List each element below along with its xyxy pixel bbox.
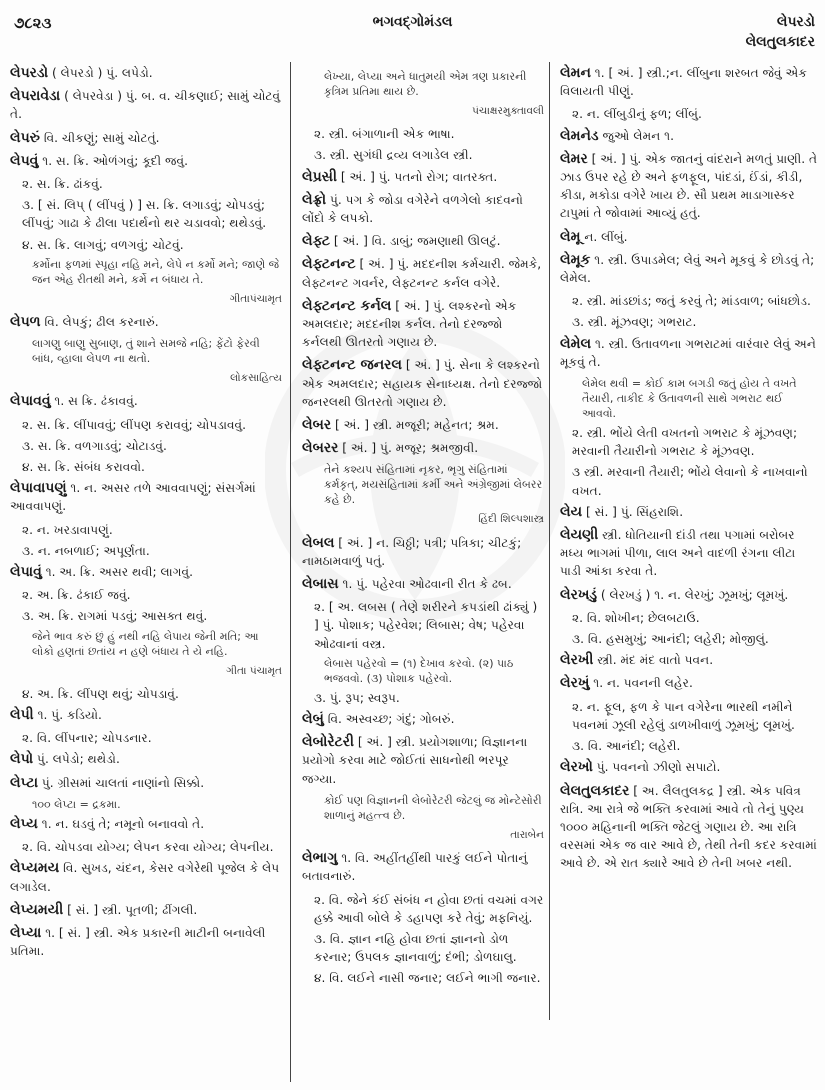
headword: લેબલ — [302, 534, 335, 551]
dictionary-entry — [10, 64, 282, 82]
sense: ૪. સ. ક્રિ. સંબંધ કરાવવો. — [22, 460, 145, 475]
headword: લેપળ — [10, 314, 41, 331]
headword: લેયણી — [560, 527, 599, 544]
dictionary-entry — [560, 335, 818, 371]
definition: [ અં. ] ન. ચિઠ્ઠી; પત્રી; પત્રિકા; ચીટકું; નામઠામવાળું પતું. — [302, 535, 522, 568]
book-title: ભગવદ્ગોમંડલ — [372, 14, 453, 30]
headword: લેરખો — [560, 759, 593, 776]
definition: ૧. સ ક્રિ. ઢંકાવવું. — [54, 394, 138, 409]
headword: લેપાવું — [10, 564, 42, 581]
dictionary-entry — [10, 706, 282, 724]
sense: ૨. ન. ખરડાવાપણું. — [22, 522, 113, 537]
citation-source: પંચાક્ષરમુક્તાવલી — [472, 105, 544, 117]
headword: લેફ્ટનન્ટ જનરલ — [302, 357, 402, 374]
dictionary-entry — [560, 150, 818, 223]
dictionary-entry — [10, 152, 282, 170]
dictionary-entry — [302, 534, 544, 570]
dictionary-entry — [560, 64, 818, 100]
headword: લેમૂક — [560, 251, 591, 268]
definition: જુઓ લેમન ૧. — [602, 128, 674, 143]
sense: ૩. ન. નબળાઈ; અપૂર્ણતા. — [22, 543, 150, 558]
sense: ૨. ન. ફૂલ, ફળ કે પાન વગેરેના ભારથી નમીને પવનમાં ઝૂલી રહેલું ડાળખીવાળું ઝૂમખું; લૂમખું. — [572, 699, 795, 732]
headword: લેપો — [10, 751, 34, 768]
sense: ૪. વિ. લઈને નાસી જનાર; લઈને ભાગી જનાર. — [314, 971, 541, 986]
citation-source: લોકસાહિત્ય — [230, 372, 282, 385]
definition: વિ. ચીકણું; સામું ચોટતું. — [43, 130, 160, 145]
citation-quote: લેબાસ પહેરવો = (૧) દેખાવ કરવો. (૨) પાઠ ભજવવો. (૩) પોશાક પહેરવો. — [324, 656, 514, 685]
sense: ૨. ન. લીંબુડીનું ફળ; લીંબું. — [572, 107, 702, 122]
definition: [ અં. ] સ્ત્રી. પ્રયોગશાળા; વિજ્ઞાનના પ્રયોગો કરવા માટે જોઈતાં સાધનોથી ભરપૂર જગ્યા. — [302, 735, 528, 786]
definition: ૧. અ. ક્રિ. અસર થવી; લાગવું. — [45, 565, 194, 580]
dictionary-entry — [302, 255, 544, 291]
citation-quote: તેને કશ્યપ સંહિતામાં નૃકર, ભૃગુ સંહિતામાં કર્મકૃત્, મયસંહિતામાં કર્મી અને અંગ્રેજીમાં લેબરર કહે છે. — [324, 463, 543, 507]
dictionary-entry — [302, 710, 544, 728]
definition: [ અં. ] પું. લશ્કરનો એક અમલદાર; મદદનીશ કર્નલ. તેનો દરજ્જો કર્નલથી ઊતરતો ગણાય છે. — [302, 298, 517, 350]
headword: લેપ્ય — [10, 815, 38, 832]
dictionary-entry — [10, 313, 282, 331]
definition: [ અં. ] પું. મદદનીશ કર્મચારી. જેમકે, લેફ્ટનન્ટ ગવર્નર, લેફ્ટનન્ટ કર્નલ વગેરે. — [302, 257, 542, 290]
sense: ૩. વિ. હસમુખું; આનંદી; લહેરી; મોજીલું. — [572, 632, 769, 647]
headword: લેપરું — [10, 129, 40, 146]
dictionary-entry — [560, 127, 818, 145]
dictionary-entry — [302, 416, 544, 434]
sense: ૪. સ. ક્રિ. લાગવું; વળગવું; ચોટવું. — [22, 237, 184, 252]
definition: વિ. લેપકું; ઢીલ કરનારું. — [44, 315, 159, 330]
dictionary-entry — [10, 392, 282, 410]
column-divider — [549, 62, 550, 1020]
sense: ૨. વિ. શોખીન; છેલબટાઉ. — [572, 610, 700, 625]
column-1 — [10, 64, 282, 965]
headword: લેય — [560, 503, 583, 520]
page-number: ૭૮૨૩ — [14, 14, 52, 32]
definition: વિ. અસ્વચ્છ; ગંદું; ગોબરું. — [327, 712, 455, 727]
headword: લેબાસ — [302, 576, 339, 593]
definition: ૧. સ. ક્રિ. ઓળંગવું; કૂદી જવું. — [42, 153, 188, 168]
sense: ૩. સ. ક્રિ. વળગાડવું; ચોટાડવું. — [22, 438, 167, 453]
definition: [ અં. ] વિ. ડાબું; જમણાથી ઊલટું. — [333, 234, 501, 249]
dictionary-entry — [302, 733, 544, 788]
guide-word-last: લેલતુલકાદર — [745, 34, 815, 50]
headword: લેપ્ટા — [10, 774, 38, 791]
definition: ૧. સ્ત્રી. ઉપાડમેલ; લેવું અને મૂકવું કે છોડવું તે; લેમેલ. — [560, 252, 815, 286]
dictionary-entry — [10, 774, 282, 792]
citation-source: ગીતા પંચામૃત — [226, 664, 282, 677]
headword: લેરખી — [560, 652, 594, 669]
definition: [ અં. ] સ્ત્રી. મજૂરી; મહેનત; શ્રમ. — [334, 418, 499, 433]
headword: લેપ્યમયી — [10, 901, 64, 918]
dictionary-entry — [10, 87, 282, 123]
definition: વિ. સુખડ, ચંદન, કેસર વગેરેથી પૂજેલ કે લેપ લગાડેલ. — [10, 861, 280, 894]
dictionary-entry — [560, 251, 818, 287]
usage-note: ૧૦૦ લેપ્ટા = દ્રકમા. — [32, 797, 121, 811]
definition: સ્ત્રી. ધોતિયાની દાંડી તથા પગામાં બરોબર મધ્ય ભાગમાં પીળા, લાલ અને વાદળી રંગના લીટા પાડી આંકા કરવા તે. — [560, 528, 796, 579]
dictionary-entry — [302, 356, 544, 411]
headword: લેફ્ટનન્ટ — [302, 256, 356, 273]
sense: ૨. વિ. ચોપડવા યોગ્ય; લેપન કરવા યોગ્ય; લેપનીય. — [22, 840, 274, 855]
sense: ૨. અ. ક્રિ. ઢંકાઈ જવું. — [22, 588, 131, 603]
dictionary-entry — [302, 575, 544, 593]
headword: લેબોરેટરી — [302, 734, 354, 751]
definition: ૧. પું. કડિયો. — [37, 708, 102, 723]
definition: ૧. પું. પહેરવા ઓઢવાની રીત કે ઢબ. — [342, 577, 512, 592]
dictionary-entry — [560, 228, 818, 246]
citation-quote: જેને ભાવ કરું છું હું નથી નહિ લેપાય જેની મતિ; આ લોકો હણતાં છતાંય ન હણે બંધાય તે યે નહિ. — [32, 629, 259, 658]
dictionary-entry — [560, 526, 818, 581]
dictionary-entry — [302, 232, 544, 250]
headword: લેભાગુ — [302, 850, 338, 867]
definition: પું. ગ્રીસમાં ચાલતાં નાણાંનો સિક્કો. — [41, 775, 205, 790]
sense: ૩. વિ. આનંદી; લહેરી. — [572, 739, 681, 754]
guide-word-first: લેપરડો — [776, 14, 815, 30]
headword: લેફ્ટનન્ટ કર્નલ — [302, 297, 392, 314]
headword: લેરખડું — [560, 586, 598, 603]
definition: ૧. ન. અસર તળે આવવાપણું; સંસર્ગમાં આવવાપણું. — [10, 481, 256, 514]
dictionary-entry — [302, 849, 544, 885]
sense: ૩. પું. રૂપ; સ્વરૂપ. — [314, 690, 400, 705]
sense: ૩. સ્ત્રી. સુગંધી દ્રવ્ય લગાડેલ સ્ત્રી. — [314, 148, 473, 163]
dictionary-entry — [10, 815, 282, 833]
headword: લેપ્યા — [10, 924, 42, 941]
definition: સ્ત્રી. મંદ મંદ વાતો પવન. — [597, 653, 714, 668]
dictionary-entry — [10, 901, 282, 919]
headword: લેબર — [302, 417, 332, 434]
headword: લેબરર — [302, 440, 339, 457]
headword: લેપાવવું — [10, 393, 51, 410]
sense: ૨. વિ. લીંપનાર; ચોપડનાર. — [22, 731, 152, 746]
dictionary-entry — [302, 297, 544, 352]
sense: ૩. વિ. જ્ઞાન નહિ હોવા છતાં જ્ઞાનનો ડોળ કરનાર; ઉપલક જ્ઞાનવાળું; દંભી; ડોળઘાલુ. — [314, 931, 517, 965]
headword: લેપરડો — [10, 65, 49, 81]
definition: પું. લપેડો; થથેડો. — [37, 752, 120, 767]
sense: ૩ સ્ત્રી. મરવાની તૈયારી; ભોંયે લેવાનો કે નાખવાનો વખત. — [572, 465, 808, 498]
dictionary-entry — [302, 439, 544, 457]
dictionary-entry — [560, 782, 818, 873]
dictionary-entry — [10, 924, 282, 960]
dictionary-entry — [302, 191, 544, 227]
definition: ( લેપરવેડા ) પું. બ. વ. ચીકણાઈ; સામું ચોટવું તે. — [10, 89, 281, 122]
definition: [ અં. ] પું. પતનો રોગ; વાતરક્ત. — [340, 169, 498, 184]
dictionary-entry — [10, 750, 282, 768]
definition: [ અ. લૈલતુલકદ્ર ] સ્ત્રી. એક પવિત્ર રાત્રિ. આ રાત્રે જે ભક્તિ કરવામાં આવે તો તેનું પુણ્ય ૧૦૦૦ મહિનાની ભક્તિ જેટલું ગણાય છે. આ રાત્રિ વરસમાં એક જ વાર આવે છે, તેથી તેની કદર કરવામાં આવે છે. એ રાત ક્યારે આવે છે તેની ખબર નથી. — [560, 783, 817, 871]
headword: લેપાવાપણું — [10, 480, 67, 497]
citation-quote: લેખ્યા, લેપ્યા અને ધાતુમયી એમ ત્રણ પ્રકારની કૃત્રિમ પ્રતિમા થાય છે. — [324, 70, 527, 98]
definition: પું. પગ કે જોડા વગેરેને વળગેલો કાદવનો લોંદો કે લપકો. — [302, 192, 523, 226]
sense: ૨. સ્ત્રી. બંગાળાની એક ભાષા. — [314, 127, 455, 142]
headword: લેપ્યમય — [10, 860, 60, 877]
definition: ૧. [ અં. ] સ્ત્રી.;ન. લીંબુના શરબત જેવું એક વિલાયતી પીણું. — [560, 66, 807, 99]
sense: ૩. [ સં. લિપ્ ( લીંપવું ) ] સ. ક્રિ. લગાડવું; ચોપડવું; લીંપવું; ગાઢા કે ઢીલા પદાર્થનો થર ચડાવવો; થથેડવું. — [22, 198, 267, 231]
citation-source: તારાબેન — [510, 828, 544, 841]
citation-source: હિંદી શિલ્પશાસ્ત્ર — [478, 513, 544, 526]
headword: લેલતુલકાદર — [560, 782, 630, 799]
definition: ન. લીંબું. — [584, 229, 628, 244]
sense: ૩. સ્ત્રી. મૂંઝવણ; ગભરાટ. — [572, 315, 697, 330]
dictionary-entry — [302, 168, 544, 186]
headword: લેમેલ — [560, 335, 592, 352]
headword: લેપરાવેડા — [10, 88, 61, 105]
citation-quote: લેમેલ થવી = કોઈ કામ બગડી જતું હોય તે વખતે તૈયારી, તાકીદ કે ઉતાવળની સાથે ગભરાટ થઈ આવવો. — [582, 377, 797, 421]
definition: ૧. સ્ત્રી. ઉતાવળના ગભરાટમાં વારંવાર લેવું અને મૂકવું તે. — [560, 336, 816, 369]
definition: [ સં. ] પું. સિંહરાશિ. — [585, 504, 684, 519]
dictionary-entry — [10, 859, 282, 895]
headword: લેબું — [302, 711, 324, 728]
definition: પું. પવનનો ઝીણો સપાટો. — [596, 760, 721, 775]
definition: [ અં. ] પું. સેના કે લશ્કરનો એક અમલદાર; સહાયક સેનાધ્યક્ષ. તેનો દરજ્જો જનરલથી ઊતરતો ગણાય છે. — [302, 358, 543, 409]
headword: લેમૂ — [560, 228, 581, 245]
headword: લેમર — [560, 150, 588, 167]
definition: ૧. ન. પવનની લહેર. — [593, 676, 693, 691]
definition: ૧. [ સં. ] સ્ત્રી. એક પ્રકારની માટીની બનાવેલી પ્રતિમા. — [10, 925, 266, 959]
citation-quote: કર્મોના ફળમાં સ્પૃહા નહિ મને, લેપે ન કર્મો મને; જાણે જે જન એહ રીતથી મને, કર્મે ન બંધાય તે. — [32, 257, 280, 286]
page-header — [0, 0, 825, 60]
sense: ૨. વિ. જેને કંઈ સંબંધ ન હોવા છતાં વચમાં વગર હક્કે આવી બોલે કે ડહાપણ કરે તેવું; મફનિયું. — [314, 892, 544, 925]
headword: લેફ્રો — [302, 191, 327, 208]
headword: લેમનેડ — [560, 127, 599, 144]
sense: ૨. સ્ત્રી. ભોંયે લેતી વખતનો ગભરાટ કે મૂંઝવણ; મરવાની તૈયારીનો ગભરાટ કે મૂંઝવણ. — [572, 426, 798, 459]
definition: ( લેપરડો ) પું. લપેડો. — [51, 66, 153, 80]
definition: [ અં. ] પું. એક જાતનું વાંદરાને મળતું પ્રાણી. તે ઝાડ ઉપર રહે છે અને ફળફૂલ, પાંદડાં, ઈંડાં, કીડી, કીડા, મકોડા વગેરે ખાય છે. સૌ પ્રથમ માડાગાસ્કર ટાપુમાં તે જોવામાં આવ્યું હતું. — [560, 151, 818, 221]
column-divider — [290, 62, 291, 1082]
headword: લેપ્રસી — [302, 168, 338, 185]
dictionary-entry — [560, 503, 818, 521]
sense: ૨. સ. ક્રિ. લીંપાવવું; લીંપણ કરાવવું; ચોપડાવવું. — [22, 417, 247, 432]
sense: ૨. સ. ક્રિ. ઢાંકવું. — [22, 177, 103, 192]
column-3 — [560, 64, 818, 878]
headword: લેમન — [560, 65, 591, 81]
definition: [ સં. ] સ્ત્રી. પૂતળી; ઢીંગલી. — [67, 902, 198, 917]
citation-quote: કોઈ પણ વિજ્ઞાનની લેબોરેટરી જેટલું જ મોન્ટેસોરી શાળાનું મહત્ત્વ છે. — [324, 793, 542, 822]
sense: ૨. સ્ત્રી. માંડછાંડ; જતું કરવું તે; માંડવાળ; બાંધછોડ. — [572, 294, 811, 309]
dictionary-entry — [10, 479, 282, 515]
citation-source: ગીતાપંચામૃત — [229, 292, 282, 305]
definition: ( લેરખડું ) ૧. ન. લેરખું; ઝૂમખું; લૂમખું. — [600, 587, 789, 602]
column-2 — [302, 64, 544, 991]
sense: ૪. અ. ક્રિ. લીંપણ થવું; ચોપડાવું. — [22, 686, 179, 701]
sense: ૩. અ. ક્રિ. રાગમાં પડવું; આસક્ત થવું. — [22, 609, 208, 624]
headword: લેપી — [10, 707, 34, 724]
citation-quote: લાગણુ બાણુ સુબાણ, તું શાને સમજે નહિ; ફેંટો ફેરવી બાંધ, વ્હાલા લેપળ ના થતો. — [32, 337, 260, 366]
definition: ૧. ન. ઘડવું તે; નમૂનો બનાવવો તે. — [41, 816, 205, 831]
dictionary-entry — [10, 563, 282, 581]
definition: ૧. વિ. અહીંતહીંથી પારકું લઈને પોતાનું બતાવનારું. — [302, 851, 528, 884]
sense: ૨. [ અ. લબસ ( તેણે શરીરને કપડાંથી ઢાંક્યું ) ] પું. પોશાક; પહેરવેશ; લિબાસ; વેષ; પહેરવા ઓઢવાનાં વસ્ત્ર. — [314, 600, 538, 651]
dictionary-entry — [560, 674, 818, 692]
dictionary-entry — [560, 651, 818, 669]
dictionary-entry — [560, 758, 818, 776]
dictionary-entry — [10, 129, 282, 147]
headword: લેફ્ટ — [302, 233, 331, 250]
headword: લેરખું — [560, 675, 590, 692]
headword: લેપવું — [10, 152, 39, 169]
definition: [ અં. ] પું. મજૂર; શ્રમજીવી. — [342, 441, 479, 456]
dictionary-entry — [560, 586, 818, 604]
